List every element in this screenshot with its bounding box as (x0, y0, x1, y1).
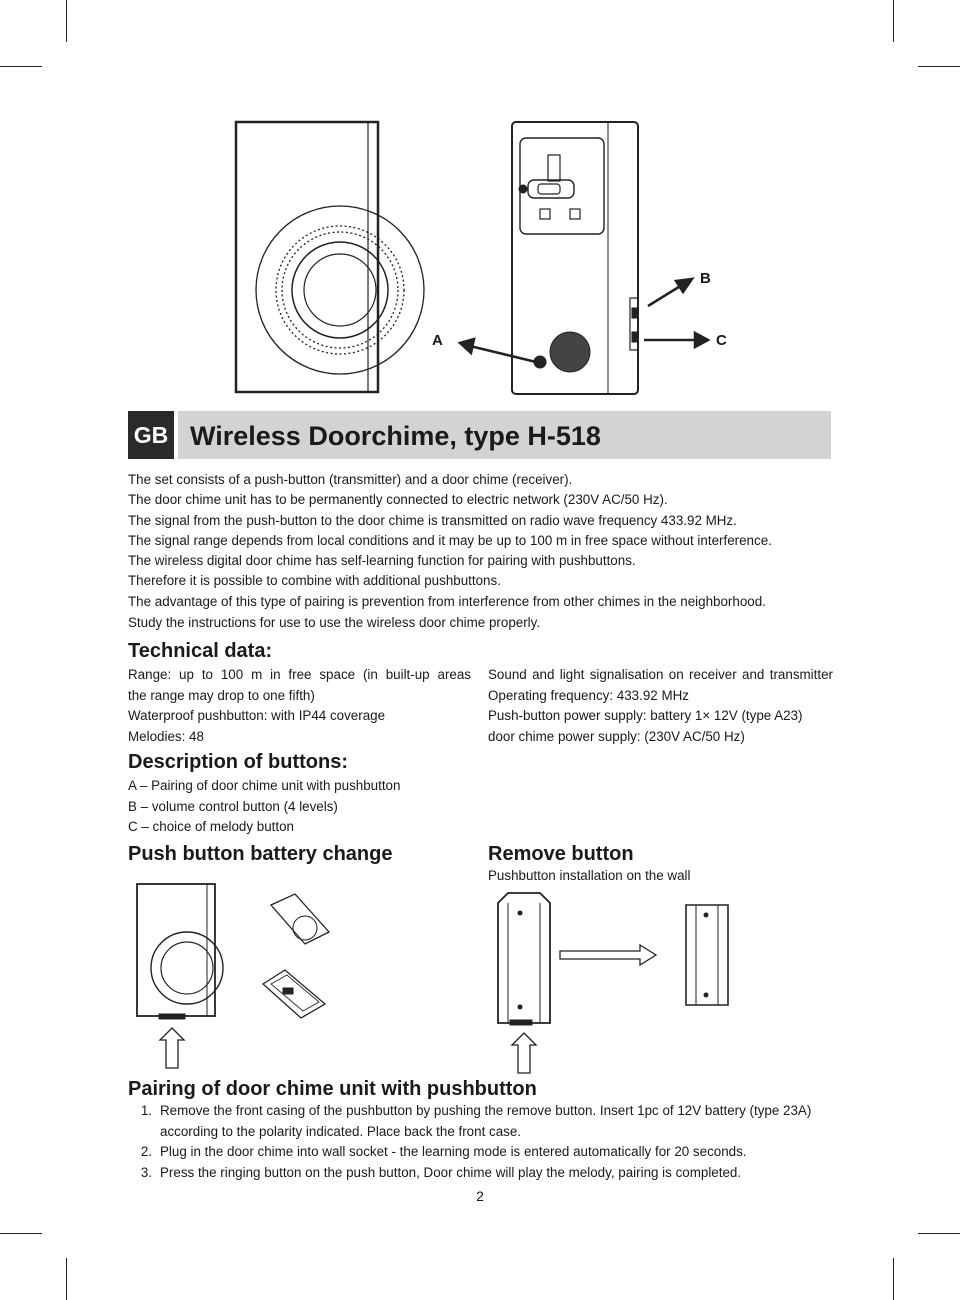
technical-line: Melodies: 48 (128, 728, 204, 744)
intro-line: The signal from the push-button to the door chime is transmitted on radio wave frequency 433.92 MHz. (128, 512, 737, 528)
technical-left-column (128, 665, 471, 747)
crop-mark (893, 0, 894, 42)
pairing-step (128, 1142, 848, 1163)
pairing-step (128, 1101, 848, 1122)
remove-subtitle: Pushbutton installation on the wall (488, 868, 691, 883)
intro-line: Therefore it is possible to combine with additional pushbuttons. (128, 573, 501, 589)
step-text: Remove the front casing of the pushbutton by pushing the remove button. Insert 1pc of 12V battery (type 23A) (160, 1103, 812, 1118)
remove-button-illustration (480, 885, 770, 1075)
step-number: 1. (140, 1103, 152, 1118)
study-note: Study the instructions for use to use the wireless door chime properly. (128, 615, 541, 630)
technical-line: Sound and light signalisation on receiver and transmitter (488, 667, 833, 682)
crop-mark (0, 1233, 42, 1234)
intro-line: The signal range depends from local conditions and it may be up to 100 m in free space without interference. (128, 532, 772, 548)
intro-paragraph (128, 470, 848, 612)
pairing-step (128, 1163, 848, 1184)
crop-mark (0, 66, 42, 67)
step-text: Press the ringing button on the push button, Door chime will play the melody, pairing is completed. (160, 1164, 742, 1180)
crop-mark (893, 1258, 894, 1300)
technical-line: Range: up to 100 m in free space (in built-up areas (128, 667, 471, 682)
intro-line: The wireless digital door chime has self-learning function for pairing with pushbuttons. (128, 553, 636, 569)
intro-line: The door chime unit has to be permanently connected to electric network (230V AC/50 Hz). (128, 492, 668, 508)
step-number: 3. (140, 1164, 152, 1180)
crop-mark (66, 0, 67, 42)
technical-right-column (488, 665, 833, 747)
label-a: A (432, 332, 443, 349)
technical-line: Push-button power supply: battery 1× 12V (type A23) (488, 708, 803, 723)
step-number: 2. (140, 1144, 152, 1159)
page-number: 2 (476, 1188, 484, 1204)
up-arrow (160, 1028, 184, 1068)
buttons-list (128, 776, 400, 838)
technical-line: Operating frequency: 433.92 MHz (488, 687, 689, 703)
title-bar (178, 411, 831, 459)
step-text: Plug in the door chime into wall socket - the learning mode is entered automatically for 20 seconds. (160, 1144, 747, 1159)
crop-mark (918, 1233, 960, 1234)
crop-mark (918, 66, 960, 67)
intro-line: The set consists of a push-button (transmitter) and a door chime (receiver). (128, 472, 573, 487)
pairing-heading: Pairing of door chime unit with pushbutton (128, 1078, 537, 1100)
intro-line: The advantage of this type of pairing is prevention from interference from other chimes in the neighborhood. (128, 593, 766, 609)
right-arrow (560, 945, 656, 965)
technical-line: the range may drop to one fifth) (128, 687, 315, 703)
button-description: B – volume control button (4 levels) (128, 798, 338, 814)
button-description: C – choice of melody button (128, 819, 294, 834)
battery-change-illustration (125, 880, 375, 1075)
buttons-heading: Description of buttons: (128, 751, 348, 773)
label-c: C (716, 332, 727, 349)
pushbutton-front-drawing (236, 122, 424, 392)
crop-mark (66, 1258, 67, 1300)
language-badge: GB (128, 411, 174, 459)
door-chime-drawing (512, 122, 638, 394)
device-illustration (220, 110, 760, 400)
technical-heading: Technical data: (128, 640, 273, 662)
remove-heading: Remove button (488, 843, 634, 865)
technical-line: door chime power supply: (230V AC/50 Hz) (488, 728, 745, 744)
button-description: A – Pairing of door chime unit with pushbutton (128, 778, 401, 793)
up-arrow (512, 1033, 536, 1073)
label-b: B (700, 270, 711, 287)
technical-line: Waterproof pushbutton: with IP44 coverage (128, 708, 386, 723)
pairing-steps (128, 1101, 848, 1183)
step-continuation: according to the polarity indicated. Place back the front case. (160, 1123, 522, 1139)
battery-heading: Push button battery change (128, 843, 393, 865)
page-title: Wireless Doorchime, type H-518 (190, 421, 601, 451)
